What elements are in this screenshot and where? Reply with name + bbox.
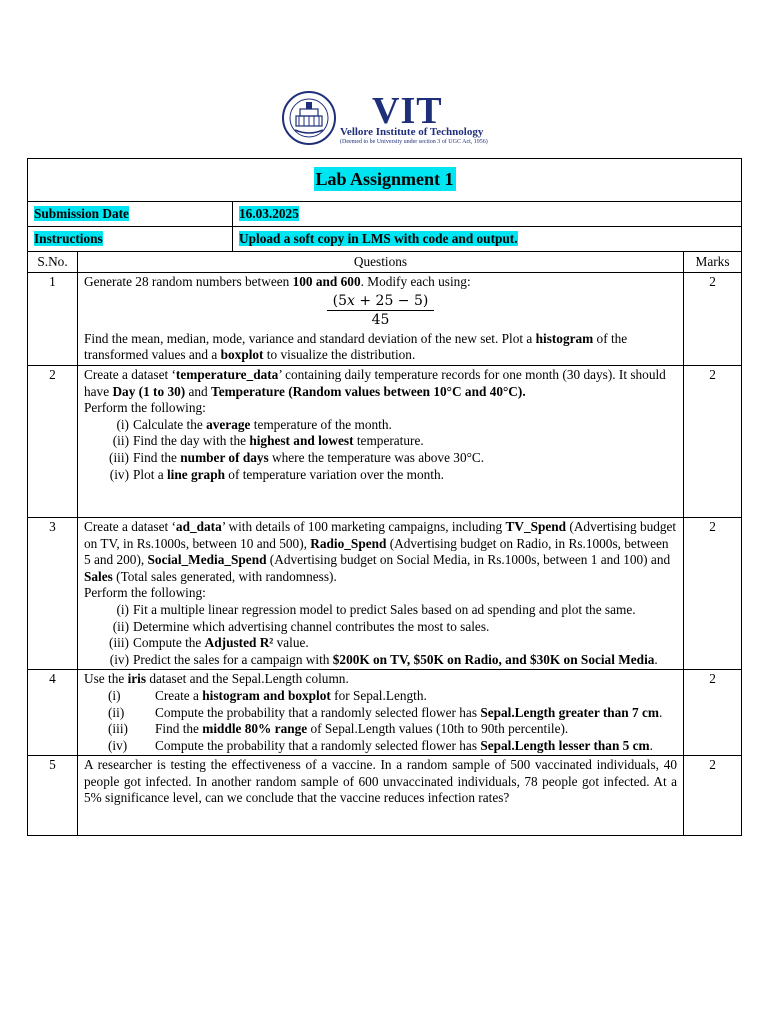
formula-numerator: (5𝑥 + 25 − 5) bbox=[327, 293, 435, 312]
title-cell bbox=[28, 159, 742, 202]
q2-subitems bbox=[84, 417, 677, 483]
question-row bbox=[28, 756, 742, 836]
list-item: (iv) Compute the probability that a randomly selected flower has Sepal.Length lesser than 5 cm. bbox=[108, 737, 653, 753]
question-text bbox=[78, 273, 684, 366]
question-row bbox=[28, 365, 742, 517]
instructions-label: Instructions bbox=[34, 230, 103, 246]
question-text bbox=[78, 670, 684, 756]
question-number: 5 bbox=[28, 756, 78, 836]
list-item: (iv) Predict the sales for a campaign with $200K on TV, $50K on Radio, and $30K on Social Media. bbox=[109, 651, 658, 667]
university-emblem-icon bbox=[281, 90, 337, 146]
assignment-table bbox=[27, 158, 742, 836]
q4-subitems bbox=[84, 688, 677, 754]
question-text: A researcher is testing the effectiveness of a vaccine. In a random sample of 500 vaccinated individuals, 40 people got infected. In another random sample of 600 unvaccinated individuals, 78 people got infected. At a 5% significance level, can we conclude that the vaccine reduces infection rates? bbox=[78, 756, 684, 836]
question-marks: 2 bbox=[684, 517, 742, 669]
list-item: (ii) Determine which advertising channel contributes the most to sales. bbox=[112, 618, 490, 634]
q3-perform: Perform the following: bbox=[84, 585, 206, 601]
q3-subitems bbox=[84, 602, 677, 668]
q3-intro: Create a dataset ‘ad_data’ with details of 100 marketing campaigns, including TV_Spend (Advertising budget on TV, in Rs.1000s, between 10 and 500), Radio_Spend (Advertising budget on Radio, in Rs.1000s, between 5 and 200), Social_Media_Spend (Advertising budget on Social Media, in Rs.1000s, between 1 and 100) and Sales (Total sales generated, with randomness). bbox=[84, 518, 677, 584]
q1-task: Find the mean, median, mode, variance and standard deviation of the new set. Plot a histogram of the transformed values and a boxplot to visualize the distribution. bbox=[84, 330, 628, 363]
question-marks: 2 bbox=[684, 273, 742, 366]
q2-perform: Perform the following: bbox=[84, 400, 206, 416]
header-sno: S.No. bbox=[28, 252, 78, 273]
title-row bbox=[28, 159, 742, 202]
list-item: (iii) Find the number of days where the temperature was above 30°C. bbox=[109, 449, 485, 465]
question-number: 1 bbox=[28, 273, 78, 366]
submission-label-cell bbox=[28, 202, 233, 227]
question-text bbox=[78, 517, 684, 669]
header-marks: Marks bbox=[684, 252, 742, 273]
q1-intro: Generate 28 random numbers between 100 and 600. Modify each using: bbox=[84, 274, 471, 289]
submission-label: Submission Date bbox=[34, 205, 129, 221]
list-item: (ii) Compute the probability that a randomly selected flower has Sepal.Length greater than 7 cm. bbox=[108, 704, 663, 720]
q2-intro: Create a dataset ‘temperature_data’ containing daily temperature records for one month (30 days). It should have Day (1 to 30) and Temperature (Random values between 10°C and 40°C). bbox=[84, 366, 666, 399]
vit-logo bbox=[281, 90, 491, 146]
question-number: 2 bbox=[28, 365, 78, 517]
list-item: (iv) Plot a line graph of temperature variation over the month. bbox=[109, 466, 444, 482]
question-marks: 2 bbox=[684, 670, 742, 756]
question-text bbox=[78, 365, 684, 517]
question-number: 3 bbox=[28, 517, 78, 669]
list-item: (ii) Find the day with the highest and lowest temperature. bbox=[112, 433, 424, 449]
q1-formula bbox=[84, 293, 677, 329]
list-item: (iii) Compute the Adjusted R² value. bbox=[109, 635, 309, 651]
page-title: Lab Assignment 1 bbox=[315, 168, 454, 189]
list-item: (i) Calculate the average temperature of the month. bbox=[116, 416, 392, 432]
question-row bbox=[28, 670, 742, 756]
logo-subtitle: (Deemed to be University under section 3 of UGC Act, 1956) bbox=[340, 139, 488, 145]
formula-denominator: 45 bbox=[371, 312, 390, 329]
question-row bbox=[28, 273, 742, 366]
q4-intro: Use the iris dataset and the Sepal.Length column. bbox=[84, 671, 349, 687]
list-item: (i) Create a histogram and boxplot for Sepal.Length. bbox=[108, 687, 427, 703]
question-row bbox=[28, 517, 742, 669]
header-questions: Questions bbox=[78, 252, 684, 273]
instructions-value-cell bbox=[233, 227, 742, 252]
header-row bbox=[28, 252, 742, 273]
question-marks: 2 bbox=[684, 365, 742, 517]
instructions-row bbox=[28, 227, 742, 252]
logo-wordmark: VIT bbox=[372, 90, 443, 132]
submission-value-cell bbox=[233, 202, 742, 227]
question-number: 4 bbox=[28, 670, 78, 756]
question-marks: 2 bbox=[684, 756, 742, 836]
submission-date: 16.03.2025 bbox=[239, 205, 299, 221]
logo-fullname: Vellore Institute of Technology bbox=[340, 126, 484, 138]
list-item: (iii) Find the middle 80% range of Sepal.Length values (10th to 90th percentile). bbox=[108, 721, 569, 737]
instructions-text: Upload a soft copy in LMS with code and output. bbox=[239, 230, 518, 246]
submission-row bbox=[28, 202, 742, 227]
instructions-label-cell bbox=[28, 227, 233, 252]
list-item: (i) Fit a multiple linear regression model to predict Sales based on ad spending and plot the same. bbox=[116, 601, 636, 617]
